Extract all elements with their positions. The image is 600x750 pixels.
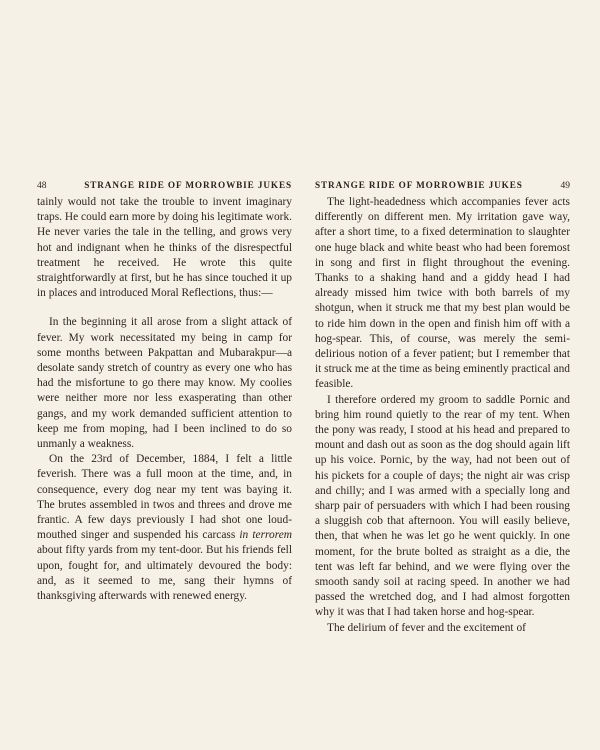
in-terrorem-italic: in terrorem: [239, 529, 293, 542]
section-gap: [37, 301, 292, 315]
left-paragraph-1: tainly would not take the trouble to invent imaginary traps. He could earn more by doing his legitimate work. He never varies the tale in the telling, and grows very hot and indignant when he thinks of the disrespectful treatment he received. He wrote this quite straightforwardly at first, but he has since touched it up in places and introduced Moral Reflections, thus:—: [37, 196, 292, 300]
left-page-number: 48: [37, 181, 47, 191]
right-page: [315, 180, 570, 636]
left-paragraph-3-part1: On the 23rd of December, 1884, I felt a little feverish. There was a full moon at the time, and, in consequence, every dog near my tent was baying it. The brutes assembled in twos and threes and drove me frantic. A few days previously I had shot one loud-mouthed singer and suspended his carcass: [37, 453, 292, 542]
left-page: [37, 180, 292, 604]
right-running-head: STRANGE RIDE OF MORROWBIE JUKES: [315, 180, 523, 190]
right-paragraph-1: The light-headedness which accompanies fever acts differently on different men. My irritation gave way, after a short time, to a fixed determination to slaughter one huge black and white beast who had been foremost in song and first in flight throughout the evening. Thanks to a shaking hand and a giddy head I had already missed him twice with both barrels of my shotgun, when it struck me that my best plan would be to ride him down in the open and finish him off with a hog-spear. This, of course, was merely the semi-delirious notion of a fever patient; but I remember that it struck me at the time as being eminently practical and feasible.: [315, 196, 570, 391]
left-paragraph-3-part2: about fifty yards from my tent-door. But his friends fell upon, fought for, and ultimately devoured the body: and, as it seemed to me, sang their hymns of thanksgiving afterwards with renewed energy.: [37, 544, 292, 603]
left-running-head: STRANGE RIDE OF MORROWBIE JUKES: [84, 180, 292, 190]
right-paragraph-2: I therefore ordered my groom to saddle Pornic and bring him round quietly to the rear of my tent. When the pony was ready, I stood at his head and prepared to mount and dash out as soon as the dog should again lift up his voice. Pornic, by the way, had not been out of his pickets for a couple of days; the night air was crisp and chilly; and I was armed with a specially long and sharp pair of persuaders with which I had been rousing a sluggish cob that afternoon. You will easily believe, then, that when he was let go he went quickly. In one moment, for the brute bolted as straight as a die, the tent was left far behind, and we were flying over the smooth sandy soil at racing speed. In another we had passed the wretched dog, and I had almost forgotten why it was that I had taken horse and hog-spear.: [315, 393, 570, 619]
left-paragraph-2: In the beginning it all arose from a slight attack of fever. My work necessitated my being in camp for some months between Pakpattan and Mubarakpur—a desolate sandy stretch of country as every one who has had the misfortune to go there may know. My coolies were neither more nor less exasperating than other gangs, and my work demanded sufficient attention to keep me from moping, had I been inclined to do so unmanly a weakness.: [37, 316, 292, 451]
right-paragraph-3: The delirium of fever and the excitement of: [327, 621, 526, 634]
left-paragraph-3: [37, 452, 292, 604]
right-page-header: [315, 180, 570, 191]
left-page-header: [37, 180, 292, 191]
right-page-number: 49: [560, 181, 570, 191]
